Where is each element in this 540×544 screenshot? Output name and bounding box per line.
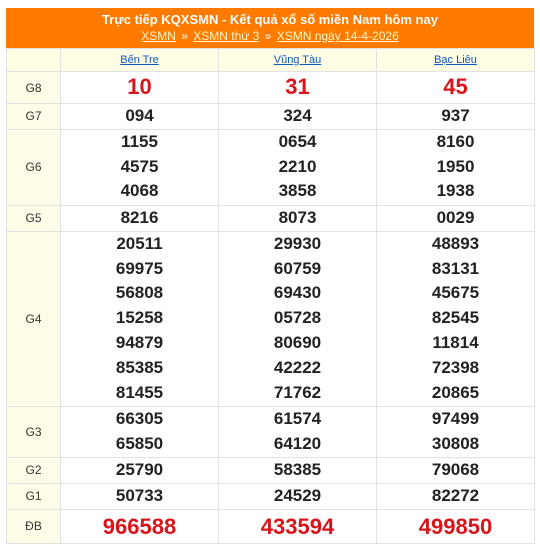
prize-number: 0654: [278, 131, 317, 151]
results-table: [6, 48, 535, 544]
prize-number: 30808: [431, 433, 480, 453]
prize-number: 66305: [115, 408, 164, 428]
prize-cell: [219, 104, 377, 130]
prize-number: 60759: [273, 258, 322, 278]
prize-label: G7: [7, 104, 61, 130]
prize-cell: [219, 129, 377, 205]
prize-number: 61574: [273, 408, 322, 428]
prize-label: G2: [7, 457, 61, 483]
prize-cell: [377, 483, 535, 509]
prize-cell: [219, 72, 377, 104]
prize-label: G4: [7, 231, 61, 406]
prize-number: 72398: [431, 357, 480, 377]
prize-number: 45675: [431, 283, 480, 303]
prize-cell: [377, 72, 535, 104]
prize-number: 3858: [278, 181, 317, 201]
prize-cell: [219, 406, 377, 457]
prize-number: 324: [283, 106, 312, 125]
prize-number: 4068: [120, 181, 159, 201]
breadcrumb-separator: »: [181, 29, 188, 43]
prize-number: 48893: [431, 233, 480, 253]
prize-number: 15258: [115, 308, 164, 328]
prize-number: 25790: [115, 459, 164, 479]
prize-row-g2: [7, 457, 535, 483]
prize-number: 56808: [115, 283, 164, 303]
prize-number: 05728: [273, 308, 322, 328]
prize-row-g3: [7, 406, 535, 457]
prize-row-g7: [7, 104, 535, 130]
prize-number: 69975: [115, 258, 164, 278]
special-prize-number: 433594: [260, 513, 335, 539]
prize-number: 58385: [273, 459, 322, 479]
prize-number: 81455: [115, 382, 164, 402]
prize-number: 1950: [436, 156, 475, 176]
prize-label: G8: [7, 72, 61, 104]
prize-cell: [377, 457, 535, 483]
prize-number: 11814: [432, 332, 479, 352]
prize-cell: [61, 406, 219, 457]
prize-number: 42222: [273, 357, 322, 377]
prize-label: ĐB: [7, 509, 61, 543]
prize-number: 4575: [120, 156, 159, 176]
prize-cell: [61, 104, 219, 130]
special-prize-number: 499850: [418, 513, 493, 539]
breadcrumb-weekday-link[interactable]: XSMN thứ 3: [193, 29, 260, 43]
prize-cell: [377, 406, 535, 457]
prize-cell: [61, 205, 219, 231]
prize-cell: [377, 205, 535, 231]
prize-number: 1155: [121, 131, 158, 151]
prize-number: 8160: [436, 131, 475, 151]
breadcrumb: [6, 28, 534, 45]
prize-number: 2210: [278, 156, 317, 176]
prize-number: 65850: [115, 433, 164, 453]
prize-number: 8073: [278, 207, 317, 227]
special-prize-number: 966588: [102, 513, 177, 539]
province-header-ben-tre: [61, 49, 219, 72]
province-link-vung-tau[interactable]: Vũng Tàu: [273, 54, 322, 66]
prize-cell: [219, 231, 377, 406]
prize-cell: [377, 509, 535, 543]
prize-cell: [219, 457, 377, 483]
prize-number: 20511: [116, 233, 163, 253]
breadcrumb-xsmn-link[interactable]: XSMN: [141, 29, 176, 43]
prize-number: 83131: [431, 258, 480, 278]
results-panel: [6, 8, 534, 544]
prize-number: 24529: [273, 485, 322, 505]
prize-cell: [377, 129, 535, 205]
prize-cell: [61, 231, 219, 406]
province-link-bac-lieu[interactable]: Bạc Liêu: [434, 54, 477, 66]
prize-number: 0029: [436, 207, 475, 227]
prize-number: 20865: [431, 382, 480, 402]
results-header: [6, 8, 534, 48]
prize-row-g6: [7, 129, 535, 205]
prize-number: 97499: [431, 408, 480, 428]
prize-number: 10: [127, 74, 152, 99]
prize-cell: [219, 205, 377, 231]
province-link-ben-tre[interactable]: Bến Tre: [120, 54, 159, 66]
prize-label: G5: [7, 205, 61, 231]
prize-row-g8: [7, 72, 535, 104]
prize-cell: [377, 104, 535, 130]
province-header-row: [7, 49, 535, 72]
prize-cell: [61, 457, 219, 483]
prize-label: G1: [7, 483, 61, 509]
prize-cell: [61, 509, 219, 543]
prize-number: 50733: [115, 485, 164, 505]
prize-cell: [61, 483, 219, 509]
province-header-vung-tau: [219, 49, 377, 72]
prize-number: 79068: [431, 459, 480, 479]
prize-number: 71762: [273, 382, 322, 402]
province-header-bac-lieu: [377, 49, 535, 72]
prize-row-g4: [7, 231, 535, 406]
prize-label: G3: [7, 406, 61, 457]
prize-number: 31: [285, 74, 310, 99]
prize-number: 82272: [431, 485, 480, 505]
prize-cell: [61, 72, 219, 104]
prize-number: 82545: [431, 308, 480, 328]
prize-number: 45: [443, 74, 468, 99]
breadcrumb-separator: »: [264, 29, 272, 43]
header-corner-cell: [7, 49, 61, 72]
prize-number: 094: [125, 106, 154, 125]
page-title: Trực tiếp KQXSMN - Kết quả xổ số miền Nam hôm nay: [102, 12, 438, 27]
prize-cell: [219, 483, 377, 509]
prize-number: 29930: [273, 233, 322, 253]
prize-number: 937: [441, 106, 470, 125]
prize-number: 64120: [273, 433, 322, 453]
prize-label: G6: [7, 129, 61, 205]
prize-row-g5: [7, 205, 535, 231]
prize-table-body: [7, 72, 535, 544]
breadcrumb-date-link[interactable]: XSMN ngày 14-4-2026: [276, 29, 399, 43]
prize-number: 69430: [273, 283, 322, 303]
prize-number: 80690: [273, 332, 322, 352]
prize-cell: [61, 129, 219, 205]
prize-cell: [219, 509, 377, 543]
prize-number: 94879: [115, 332, 164, 352]
prize-number: 85385: [115, 357, 164, 377]
prize-cell: [377, 231, 535, 406]
prize-number: 8216: [120, 207, 159, 227]
prize-row-g1: [7, 483, 535, 509]
prize-row-db: [7, 509, 535, 543]
prize-number: 1938: [436, 181, 475, 201]
